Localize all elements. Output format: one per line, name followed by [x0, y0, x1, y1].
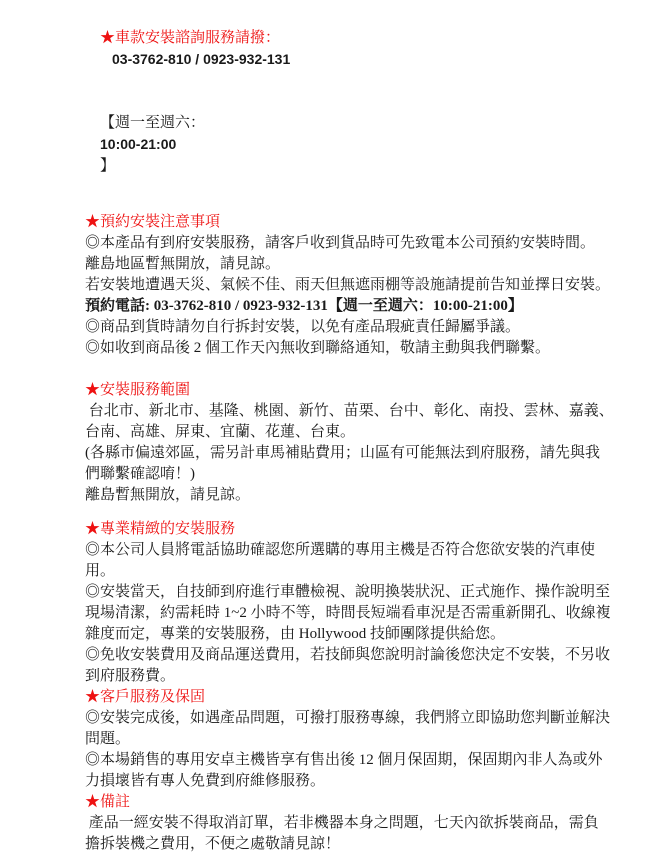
- section-service-area: [85, 380, 646, 506]
- text-line: ◎本場銷售的專用安卓主機皆享有售出後 12 個月保固期，保固期內非人為或外: [85, 752, 603, 768]
- section-remarks: [85, 792, 646, 855]
- text-line: 現場清潔，約需耗時 1~2 小時不等，時間長短端看車況是否需重新開孔、收線複: [85, 605, 611, 621]
- text-line: ◎安裝當天，自技師到府進行車體檢視、說明換裝狀況、正式施作、操作說明至: [85, 584, 611, 600]
- section-heading: ★備註: [85, 794, 131, 810]
- hotline-hours-open: 【週一至週六：: [100, 115, 206, 131]
- text-line: ◎商品到貨時請勿自行拆封安裝，以免有產品瑕疵責任歸屬爭議。: [85, 319, 521, 335]
- text-line: 離島暫無開放，請見諒。: [85, 487, 251, 503]
- text-line: 問題。: [85, 731, 131, 747]
- hotline-hours-time: 10:00-21:00: [100, 136, 177, 152]
- text-line: ◎免收安裝費用及商品運送費用，若技師與您說明討論後您決定不安裝，不另收: [85, 647, 611, 663]
- hotline-label: ★車款安裝諮詢服務請撥：: [100, 30, 281, 46]
- text-line: ◎本產品有到府安裝服務，請客戶收到貨品時可先致電本公司預約安裝時間。: [85, 235, 596, 251]
- section-booking-notes: [85, 212, 646, 359]
- text-line: 到府服務費。: [85, 668, 176, 684]
- hotline-line: [85, 7, 646, 92]
- booking-phone-line: 預約電話: 03-3762-810 / 0923-932-131【週一至週六：10:00-21:00】: [85, 298, 523, 314]
- section-heading: ★安裝服務範圍: [85, 382, 191, 398]
- section-customer-service: [85, 687, 646, 792]
- text-line: 用。: [85, 563, 116, 579]
- text-line: ◎本公司人員將電話協助確認您所選購的專用主機是否符合您欲安裝的汽車使: [85, 542, 596, 558]
- text-line: 力損壞皆有專人免費到府維修服務。: [85, 773, 326, 789]
- hotline-hours-close: 】: [100, 158, 116, 174]
- section-installation-service: [85, 519, 646, 687]
- text-line: 產品一經安裝不得取消訂單，若非機器本身之問題，七天內欲拆裝商品，需負: [85, 815, 599, 831]
- text-line: ◎安裝完成後，如遇產品問題，可撥打服務專線，我們將立即協助您判斷並解決: [85, 710, 611, 726]
- text-line: 若安裝地遭遇天災、氣候不佳、雨天但無遮雨棚等設施請提前告知並擇日安裝。: [85, 277, 611, 293]
- text-line: 離島地區暫無開放，請見諒。: [85, 256, 281, 272]
- section-heading: ★專業精緻的安裝服務: [85, 521, 236, 537]
- text-line: 雜度而定，專業的安裝服務，由 Hollywood 技師團隊提供給您。: [85, 626, 506, 642]
- text-line: ◎如收到商品後 2 個工作天內無收到聯絡通知，敬請主動與我們聯繫。: [85, 340, 551, 356]
- text-line: 們聯繫確認唷！): [85, 466, 195, 482]
- section-heading: ★預約安裝注意事項: [85, 214, 221, 230]
- text-line: 台北市、新北市、基隆、桃園、新竹、苗栗、台中、彰化、南投、雲林、嘉義、: [85, 403, 614, 419]
- hotline-phones: 03-3762-810 / 0923-932-131: [112, 51, 291, 67]
- hotline-hours: [85, 92, 646, 198]
- text-line: (各縣市偏遠郊區，需另計車馬補貼費用；山區有可能無法到府服務，請先與我: [85, 445, 600, 461]
- text-line: 台南、高雄、屏東、宜蘭、花蓮、台東。: [85, 424, 356, 440]
- text-line: 擔拆裝機之費用，不便之處敬請見諒！: [85, 836, 341, 852]
- section-heading: ★客戶服務及保固: [85, 689, 206, 705]
